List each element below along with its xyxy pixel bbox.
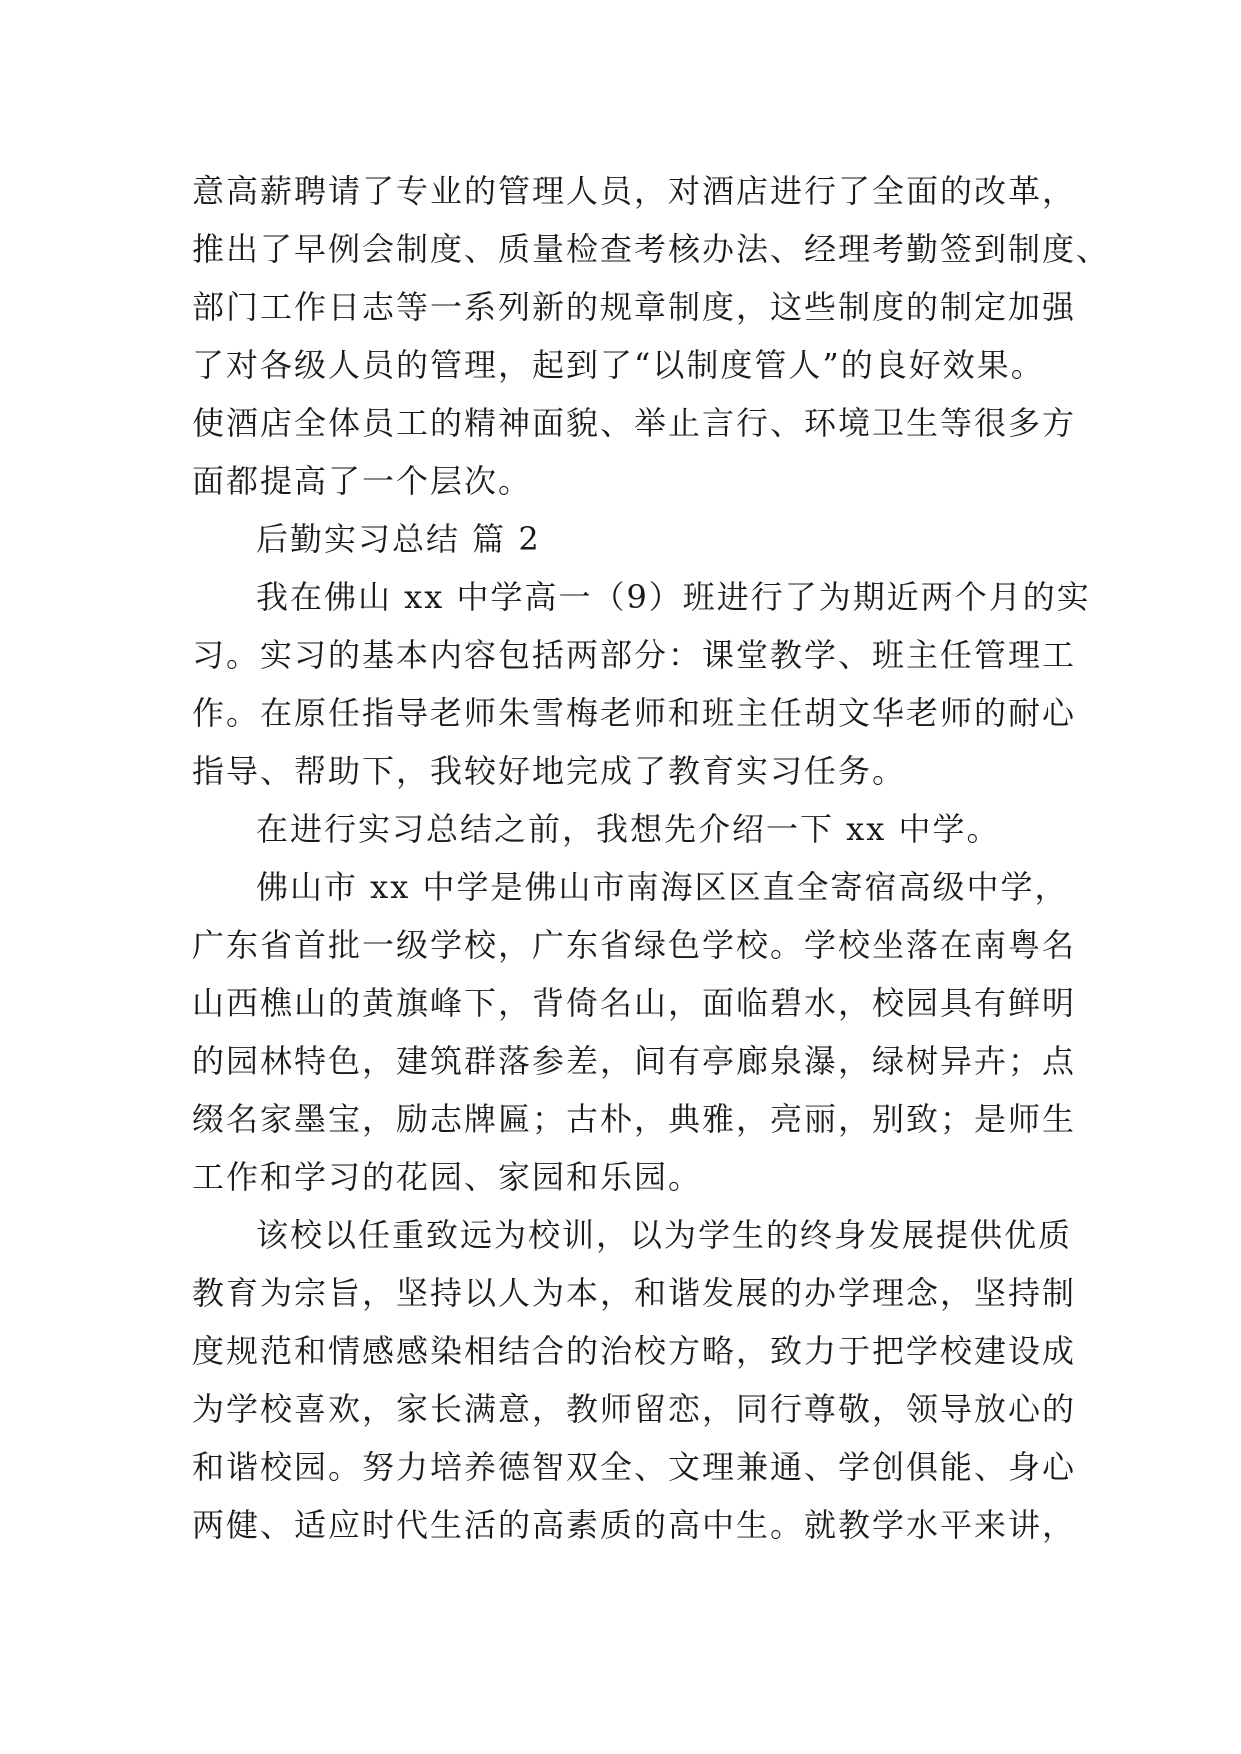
body-text	[192, 162, 1111, 1554]
text-line: 使酒店全体员工的精神面貌、举止言行、环境卫生等很多方	[192, 404, 1077, 442]
text-line: 推出了早例会制度、质量检查考核办法、经理考勤签到制度、	[192, 230, 1111, 268]
text-line: 部门工作日志等一系列新的规章制度，这些制度的制定加强	[192, 288, 1077, 326]
text-line: 工作和学习的花园、家园和乐园。	[192, 1158, 703, 1196]
text-line: 指导、帮助下，我较好地完成了教育实习任务。	[192, 752, 907, 790]
text-line: 缀名家墨宝，励志牌匾；古朴，典雅，亮丽，别致；是师生	[192, 1100, 1077, 1138]
text-line: 佛山市 xx 中学是佛山市南海区区直全寄宿高级中学，	[256, 868, 1069, 906]
text-line: 我在佛山 xx 中学高一（9）班进行了为期近两个月的实	[256, 578, 1091, 616]
text-line: 山西樵山的黄旗峰下，背倚名山，面临碧水，校园具有鲜明	[192, 984, 1077, 1022]
text-line: 的园林特色，建筑群落参差，间有亭廊泉瀑，绿树异卉；点	[192, 1042, 1077, 1080]
text-line: 和谐校园。努力培养德智双全、文理兼通、学创俱能、身心	[192, 1448, 1077, 1486]
text-line: 了对各级人员的管理，起到了“以制度管人”的良好效果。	[192, 346, 1045, 384]
section-heading: 后勤实习总结 篇 2	[256, 520, 541, 558]
text-line: 在进行实习总结之前，我想先介绍一下 xx 中学。	[256, 810, 1001, 848]
text-line: 该校以任重致远为校训，以为学生的终身发展提供优质	[256, 1216, 1073, 1254]
text-line: 度规范和情感感染相结合的治校方略，致力于把学校建设成	[192, 1332, 1077, 1370]
text-line: 习。实习的基本内容包括两部分：课堂教学、班主任管理工	[192, 636, 1077, 674]
text-line: 意高薪聘请了专业的管理人员，对酒店进行了全面的改革，	[192, 172, 1077, 210]
text-line: 教育为宗旨，坚持以人为本，和谐发展的办学理念，坚持制	[192, 1274, 1077, 1312]
text-line: 面都提高了一个层次。	[192, 462, 533, 500]
text-line: 广东省首批一级学校，广东省绿色学校。学校坐落在南粤名	[192, 926, 1077, 964]
text-line: 作。在原任指导老师朱雪梅老师和班主任胡文华老师的耐心	[192, 694, 1077, 732]
text-line: 为学校喜欢，家长满意，教师留恋，同行尊敬，领导放心的	[192, 1390, 1077, 1428]
text-line: 两健、适应时代生活的高素质的高中生。就教学水平来讲，	[192, 1506, 1077, 1544]
